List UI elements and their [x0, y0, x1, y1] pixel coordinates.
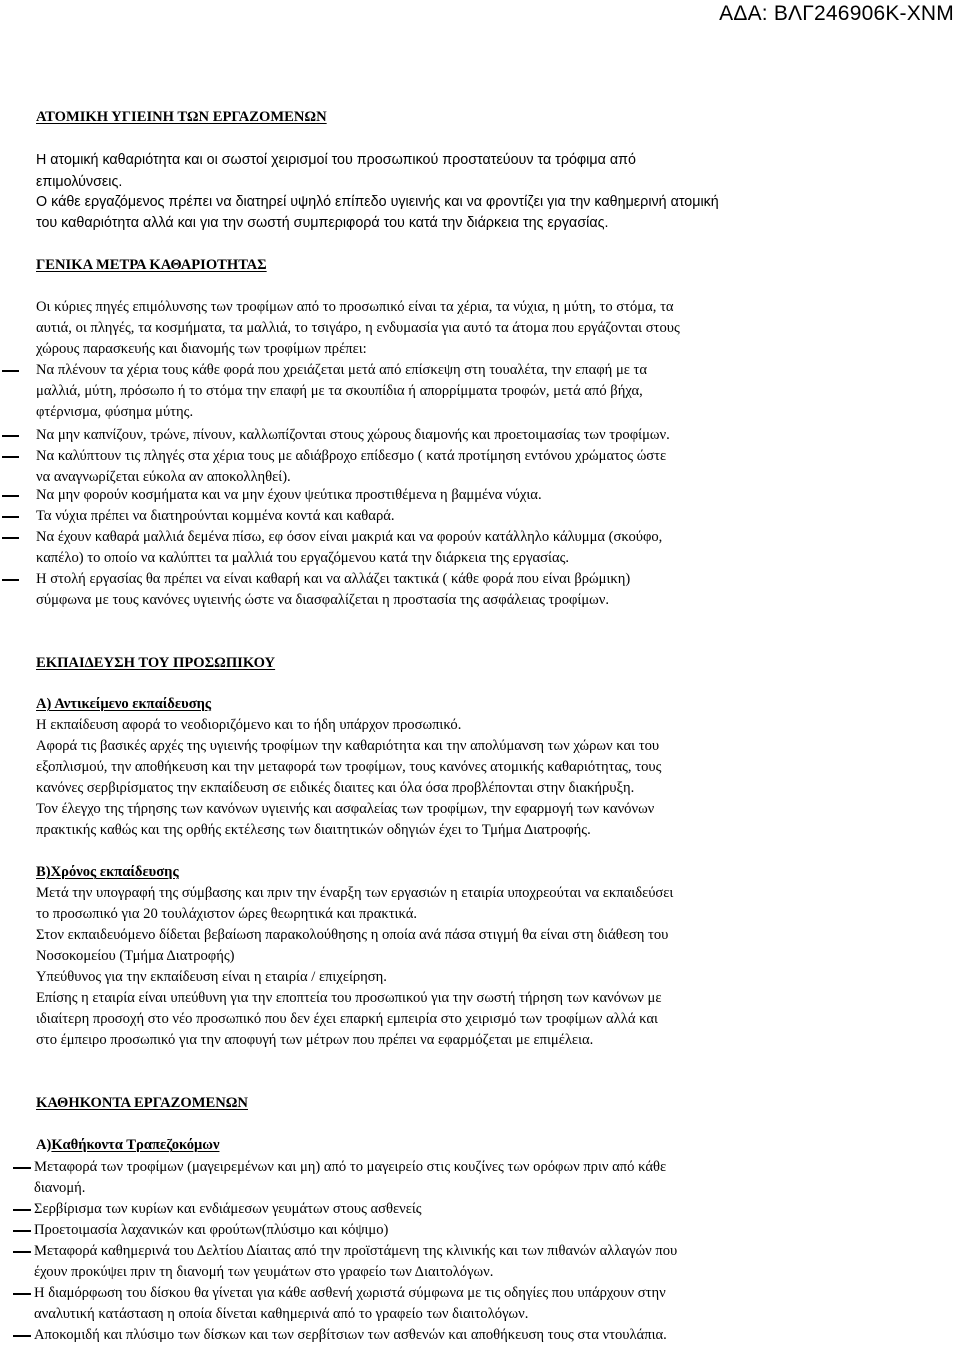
paragraph-line: Μετά την υπογραφή της σύμβασης και πριν την έναρξη των εργασιών η εταιρία υποχρεούται να εκπαιδεύσει [36, 885, 674, 901]
list-item-line: μαλλιά, μύτη, πρόσωπο ή το στόμα την επαφή με τα σκουπίδια ή απορρίμματα τροφών, μετά από βήχα, [36, 383, 643, 399]
list-item-line: φτέρνισμα, φύσημα μύτης. [36, 404, 194, 420]
list-dash-icon [13, 1167, 31, 1169]
paragraph-line: αυτιά, οι πληγές, τα κοσμήματα, τα μαλλιά, το τσιγάρο, η ενδυμασία για αυτό τα άτομα που εργάζονται στους [36, 320, 680, 336]
subheading-training-time: Β)Χρόνος εκπαίδευσης [36, 864, 179, 880]
paragraph-line: Στον εκπαιδευόμενο δίδεται βεβαίωση παρακολούθησης η οποία ανά πάσα στιγμή θα είναι στη διάθεση του [36, 927, 669, 943]
list-dash-icon [13, 1209, 31, 1211]
subheading-prefix: Α) [36, 1137, 52, 1153]
paragraph-line: χώρους παρασκευής και διανομής των τροφίμων πρέπει: [36, 341, 367, 357]
heading-personal-hygiene: ΑΤΟΜΙΚΗ ΥΓΙΕΙΝΗ ΤΩΝ ΕΡΓΑΖΟΜΕΝΩΝ [36, 109, 327, 125]
heading-employee-duties: ΚΑΘΗΚΟΝΤΑ ΕΡΓΑΖΟΜΕΝΩΝ [36, 1095, 248, 1111]
list-dash-icon [2, 435, 19, 437]
list-item-line: Μεταφορά των τροφίμων (μαγειρεμένων και μη) από το μαγειρείο στις κουζίνες των ορόφων πριν από κάθε [34, 1159, 667, 1175]
heading-staff-training: ΕΚΠΑΙΔΕΥΣΗ ΤΟΥ ΠΡΟΣΩΠΙΚΟΥ [36, 655, 276, 671]
paragraph-line: του καθαριότητα αλλά και για την σωστή συμπεριφορά του κατά την διάρκεια της εργασίας. [36, 215, 609, 231]
list-item-line: Να καλύπτουν τις πληγές στα χέρια τους με αδιάβροχο επίδεσμο ( κατά προτίμηση εντόνου χρώματος ώστε [36, 448, 667, 464]
list-item-line: να αναγνωρίζεται εύκολα αν αποκολληθεί). [36, 469, 291, 485]
list-dash-icon [13, 1335, 31, 1337]
paragraph-line: στο έμπειρο προσωπικό για την αποφυγή των μέτρων που πρέπει να εφαρμόζεται με επιμέλεια. [36, 1032, 594, 1048]
paragraph-line: Ο κάθε εργαζόμενος πρέπει να διατηρεί υψηλό επίπεδο υγιεινής και να φροντίζει για την καθημερινή ατομική [36, 194, 719, 210]
paragraph-line: Επίσης η εταιρία είναι υπεύθυνη για την εποπτεία του προσωπικού για την σωστή τήρηση των κανόνων με [36, 990, 662, 1006]
list-item-line: Να μην καπνίζουν, τρώνε, πίνουν, καλλωπίζονται στους χώρους διαμονής και προετοιμασίας των τροφίμων. [36, 427, 670, 443]
list-dash-icon [2, 495, 19, 497]
list-item-line: Η στολή εργασίας θα πρέπει να είναι καθαρή και να αλλάζει τακτικά ( κάθε φορά που είναι βρώμικη) [36, 571, 631, 587]
paragraph-line: Νοσοκομείου (Τμήμα Διατροφής) [36, 948, 235, 964]
subheading-training-subject: Α) Αντικείμενο εκπαίδευσης [36, 696, 212, 712]
paragraph-line: πρακτικής καθώς και της ορθής εκτέλεσης των διαιτητικών οδηγιών έχει το Τμήμα Διατροφής. [36, 822, 591, 838]
subheading-title: Καθήκοντα Τραπεζοκόμων [51, 1137, 220, 1153]
list-item-line: Σερβίρισμα των κυρίων και ενδιάμεσων γευμάτων στους ασθενείς [34, 1201, 422, 1217]
list-item-line: Να έχουν καθαρά μαλλιά δεμένα πίσω, εφ όσον είναι μακριά και να φορούν κατάλληλο κάλυμμα (σκούφο, [36, 529, 663, 545]
list-item-line: Τα νύχια πρέπει να διατηρούνται κομμένα κοντά και καθαρά. [36, 508, 395, 524]
heading-general-cleaning-measures: ΓΕΝΙΚΑ ΜΕΤΡΑ ΚΑΘΑΡΙΟΤΗΤΑΣ [36, 257, 267, 273]
paragraph-line: Τον έλεγχο της τήρησης των κανόνων υγιεινής και ασφαλείας των τροφίμων, την εφαρμογή των κανόνων [36, 801, 655, 817]
paragraph-line: εξοπλισμού, την αποθήκευση και την μεταφορά των τροφίμων, τους κανόνες ατομικής καθαριότητας, τους [36, 759, 662, 775]
list-dash-icon [2, 516, 19, 518]
list-item-line: διανομή. [34, 1180, 86, 1196]
list-dash-icon [13, 1293, 31, 1295]
paragraph-line: ιδιαίτερη προσοχή στο νέο προσωπικό που δεν έχει επαρκή εμπειρία στο χειρισμό των τροφίμων αλλά και [36, 1011, 658, 1027]
subheading-waiter-duties [36, 1138, 219, 1153]
list-item-line: καπέλο) το οποίο να καλύπτει τα μαλλιά του εργαζόμενου κατά την διάρκεια της εργασίας. [36, 550, 570, 566]
paragraph-line: το προσωπικό για 20 τουλάχιστον ώρες θεωρητικά και πρακτικά. [36, 906, 418, 922]
list-item-line: σύμφωνα με τους κανόνες υγιεινής ώστε να διασφαλίζεται η προστασία της ασφάλειας τροφίμων. [36, 592, 610, 608]
paragraph-line: Η ατομική καθαριότητα και οι σωστοί χειρισμοί του προσωπικού προστατεύουν τα τρόφιμα από [36, 152, 636, 168]
list-dash-icon [2, 456, 19, 458]
paragraph-line: Αφορά τις βασικές αρχές της υγιεινής τροφίμων την καθαριότητα και την απολύμανση των χώρων και του [36, 738, 660, 754]
ada-code: ΑΔΑ: ΒΛΓ246906Κ-ΧΝΜ [719, 2, 954, 25]
list-dash-icon [13, 1251, 31, 1253]
list-dash-icon [2, 537, 19, 539]
paragraph-line: κανόνες σερβιρίσματος την εκπαίδευση σε ειδικές διαιτες και όλα όσα προβλέπονται στην διακήρυξη. [36, 780, 635, 796]
list-item-line: Να μην φορούν κοσμήματα και να μην έχουν ψεύτικα προστιθέμενα η βαμμένα νύχια. [36, 487, 542, 503]
list-item-line: έχουν προκύψει πριν τη διανομή των γευμάτων στο γραφείο των Διαιτολόγων. [34, 1264, 494, 1280]
paragraph-line: επιμολύνσεις. [36, 174, 123, 190]
list-item-line: Μεταφορά καθημερινά του Δελτίου Δίαιτας από την προϊστάμενη της κλινικής και των πιθανών αλλαγών που [34, 1243, 678, 1259]
list-item-line: Να πλένουν τα χέρια τους κάθε φορά που χρειάζεται μετά από επίσκεψη στη τουαλέτα, την επαφή με τα [36, 362, 648, 378]
list-dash-icon [13, 1230, 31, 1232]
paragraph-line: Η εκπαίδευση αφορά το νεοδιοριζόμενο και το ήδη υπάρχον προσωπικό. [36, 717, 462, 733]
list-item-line: αναλυτική κατάσταση η οποία δίνεται καθημερινά από το γραφείο των διαιτολόγων. [34, 1306, 529, 1322]
list-item-line: Η διαμόρφωση του δίσκου θα γίνεται για κάθε ασθενή χωριστά σύμφωνα με τις οδηγίες που υπάρχουν στην [34, 1285, 666, 1301]
list-dash-icon [2, 370, 19, 372]
list-dash-icon [2, 579, 19, 581]
paragraph-line: Υπεύθυνος για την εκπαίδευση είναι η εταιρία / επιχείρηση. [36, 969, 387, 985]
list-item-line: Αποκομιδή και πλύσιμο των δίσκων και των σερβίτσιων των ασθενών και αποθήκευση τους στα ντουλάπια. [34, 1327, 667, 1343]
paragraph-line: Οι κύριες πηγές επιμόλυνσης των τροφίμων από το προσωπικό είναι τα χέρια, τα νύχια, η μύτη, το στόμα, τα [36, 299, 674, 315]
list-item-line: Προετοιμασία λαχανικών και φρούτων(πλύσιμο και κόψιμο) [34, 1222, 389, 1238]
